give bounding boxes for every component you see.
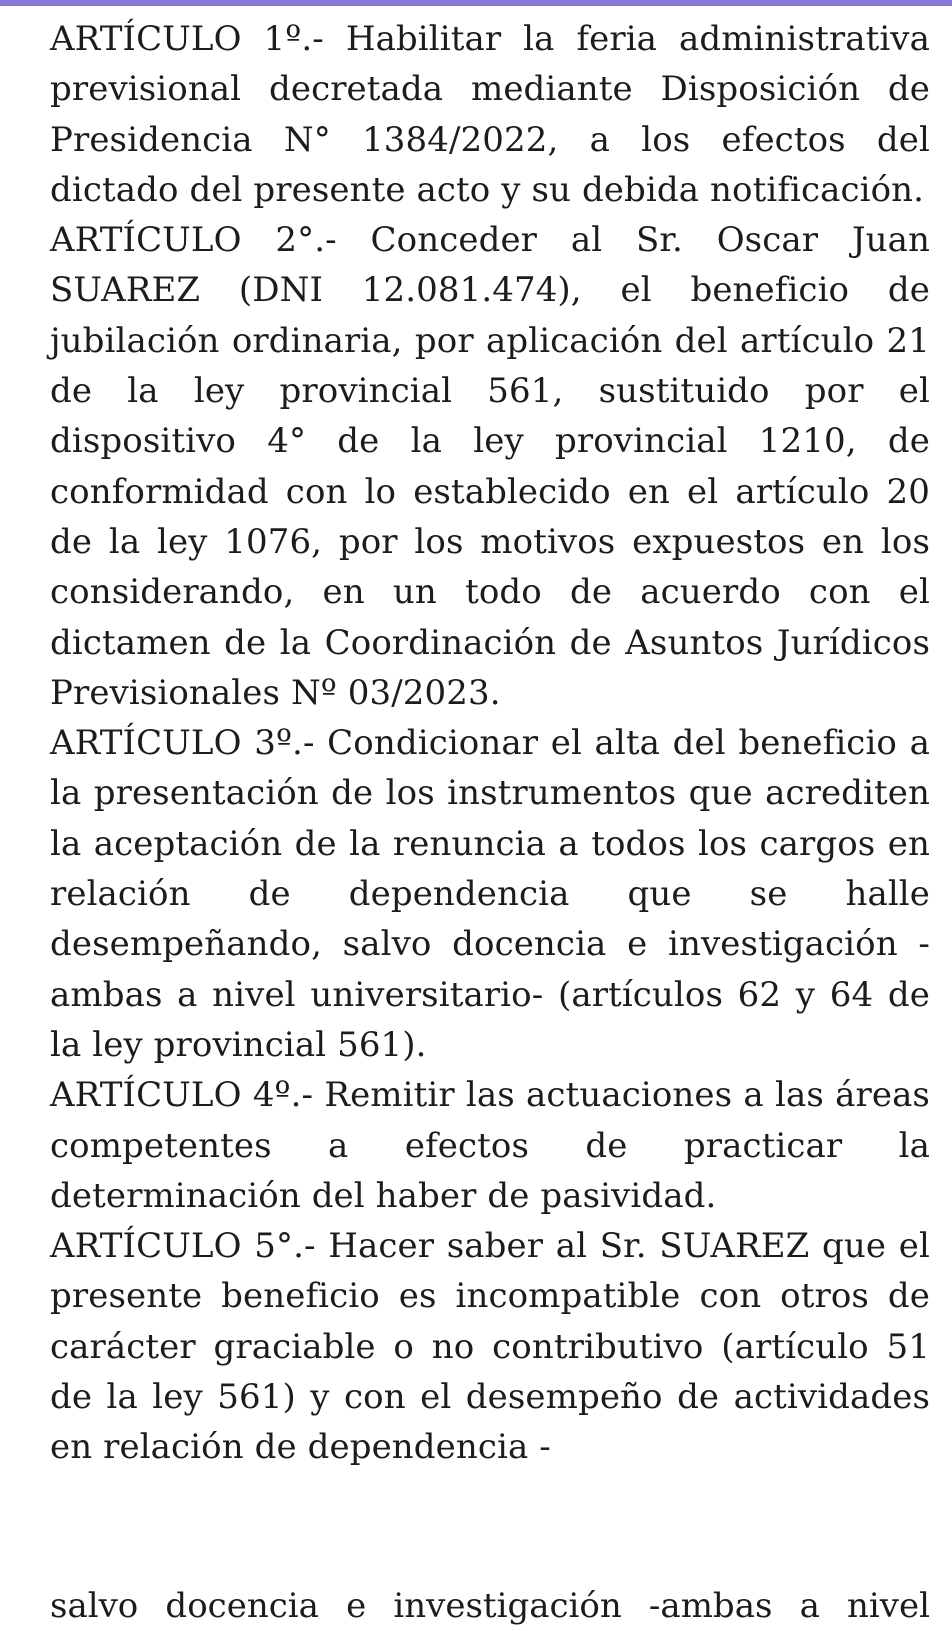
article-1: [50, 14, 930, 215]
article-5: [50, 1221, 930, 1472]
article-heading: ARTÍCULO 2°.-: [50, 220, 337, 261]
article-heading: ARTÍCULO 4º.-: [50, 1075, 314, 1116]
article-text: Condicionar el alta del beneficio a la presentación de los instrumentos que acrediten la aceptación de la renuncia a todos los cargos en relación de dependencia que se halle desempeñando, salvo docencia e investigación -ambas a nivel universitario- (artículos 62 y 64 de la ley provincial 561).: [50, 723, 930, 1065]
article-4: [50, 1070, 930, 1221]
cut-off-text: salvo docencia e investigación -ambas a nivel: [50, 1586, 930, 1626]
article-text: Conceder al Sr. Oscar Juan SUAREZ (DNI 12.081.474), el beneficio de jubilación ordinaria, por aplicación del artículo 21 de la ley provincial 561, sustituido por el dispositivo 4° de la ley provincial 1210, de conformidad con lo establecido en el artículo 20 de la ley 1076, por los motivos expuestos en los considerando, en un todo de acuerdo con el dictamen de la Coordinación de Asuntos Jurídicos Previsionales Nº 03/2023.: [50, 220, 930, 713]
article-heading: ARTÍCULO 3º.-: [50, 723, 315, 764]
article-2: [50, 215, 930, 718]
article-text: Remitir las actuaciones a las áreas competentes a efectos de practicar la determinación del haber de pasividad.: [50, 1075, 930, 1216]
article-heading: ARTÍCULO 5°.-: [50, 1226, 316, 1267]
article-heading: ARTÍCULO 1º.-: [50, 19, 324, 59]
article-text: Hacer saber al Sr. SUAREZ que el presente beneficio es incompatible con otros de carácter graciable o no contributivo (artículo 51 de la ley 561) y con el desempeño de actividades en relación de dependencia -: [50, 1226, 930, 1468]
document-page: [50, 14, 930, 1473]
cut-off-text-line: [50, 1583, 930, 1626]
article-text: Habilitar la feria administrativa previsional decretada mediante Disposición de Presidencia N° 1384/2022, a los efectos del dictado del presente acto y su debida notificación.: [50, 19, 930, 210]
article-3: [50, 718, 930, 1070]
top-accent-bar: [0, 0, 952, 6]
